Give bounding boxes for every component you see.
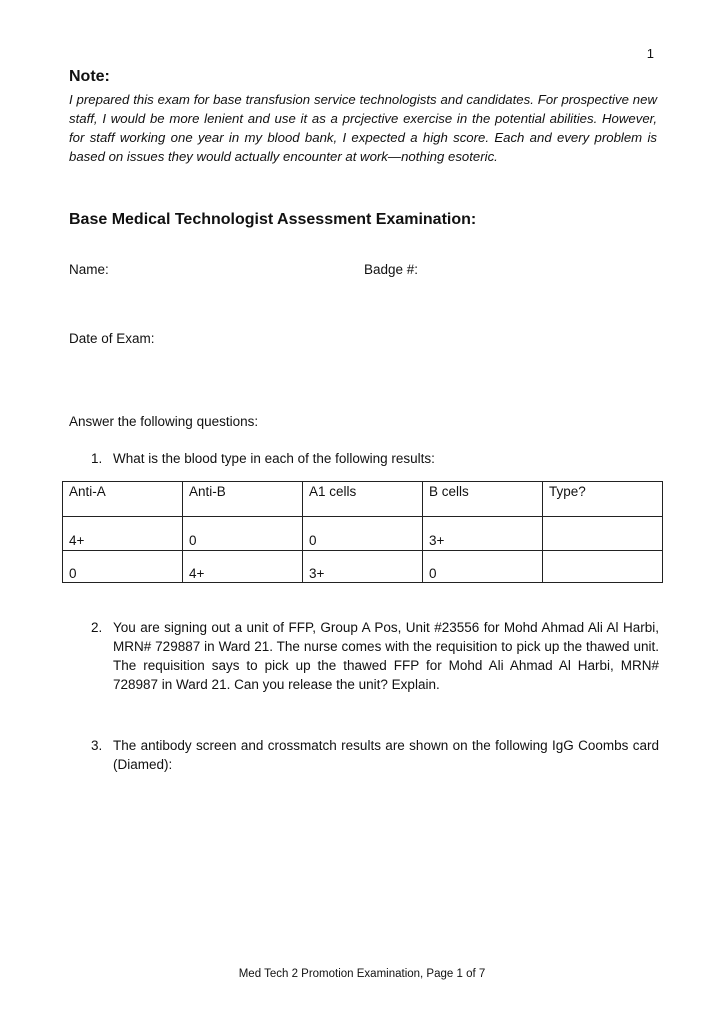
type-answer-cell[interactable] [543, 517, 663, 551]
question-number: 3. [91, 738, 103, 753]
question-1 [91, 449, 661, 468]
instructions: Answer the following questions: [69, 414, 259, 429]
header-type: Type? [543, 482, 663, 517]
table-cell: 3+ [303, 551, 423, 583]
table-cell: 0 [183, 517, 303, 551]
table-row [63, 517, 663, 551]
header-anti-a: Anti-A [63, 482, 183, 517]
question-text: The antibody screen and crossmatch results are shown on the following IgG Coombs card (Diamed): [113, 738, 659, 772]
header-b-cells: B cells [423, 482, 543, 517]
question-number: 1. [91, 451, 103, 466]
header-a1-cells: A1 cells [303, 482, 423, 517]
table-cell: 4+ [63, 517, 183, 551]
table-cell: 0 [423, 551, 543, 583]
table-cell: 0 [63, 551, 183, 583]
note-body: I prepared this exam for base transfusion service technologists and candidates. For prospective new staff, I would be more lenient and use it as a prcjective exercise in the potential abilities. However, for staff working one year in my blood bank, I expected a high score. Each and every problem is based on issues they would actually encounter at work—nothing esoteric. [69, 92, 657, 164]
type-answer-cell[interactable] [543, 551, 663, 583]
table-cell: 0 [303, 517, 423, 551]
question-text: What is the blood type in each of the following results: [113, 451, 435, 466]
table-cell: 4+ [183, 551, 303, 583]
header-anti-b: Anti-B [183, 482, 303, 517]
name-label: Name: [69, 262, 109, 277]
note-title: Note: [69, 68, 110, 85]
date-of-exam-label: Date of Exam: [69, 331, 155, 346]
question-3 [91, 736, 659, 774]
question-2 [91, 618, 659, 694]
table-header-row [63, 482, 663, 517]
question-number: 2. [91, 620, 103, 635]
table-cell: 3+ [423, 517, 543, 551]
abo-typing-table [62, 481, 663, 583]
page-footer: Med Tech 2 Promotion Examination, Page 1 of 7 [238, 968, 486, 980]
table-row [63, 551, 663, 583]
badge-label: Badge #: [364, 262, 419, 277]
page-number: 1 [646, 46, 654, 61]
exam-title: Base Medical Technologist Assessment Examination: [69, 211, 477, 228]
question-text: You are signing out a unit of FFP, Group A Pos, Unit #23556 for Mohd Ahmad Ali Al Harbi, MRN# 729887 in Ward 21. The nurse comes with the requisition to pick up the thawed unit. The requisition says to pick up the thawed FFP for Mohd Ali Ahmad Al Harbi, MRN# 728987 in Ward 21. Can you release the unit? Explain. [113, 620, 659, 692]
